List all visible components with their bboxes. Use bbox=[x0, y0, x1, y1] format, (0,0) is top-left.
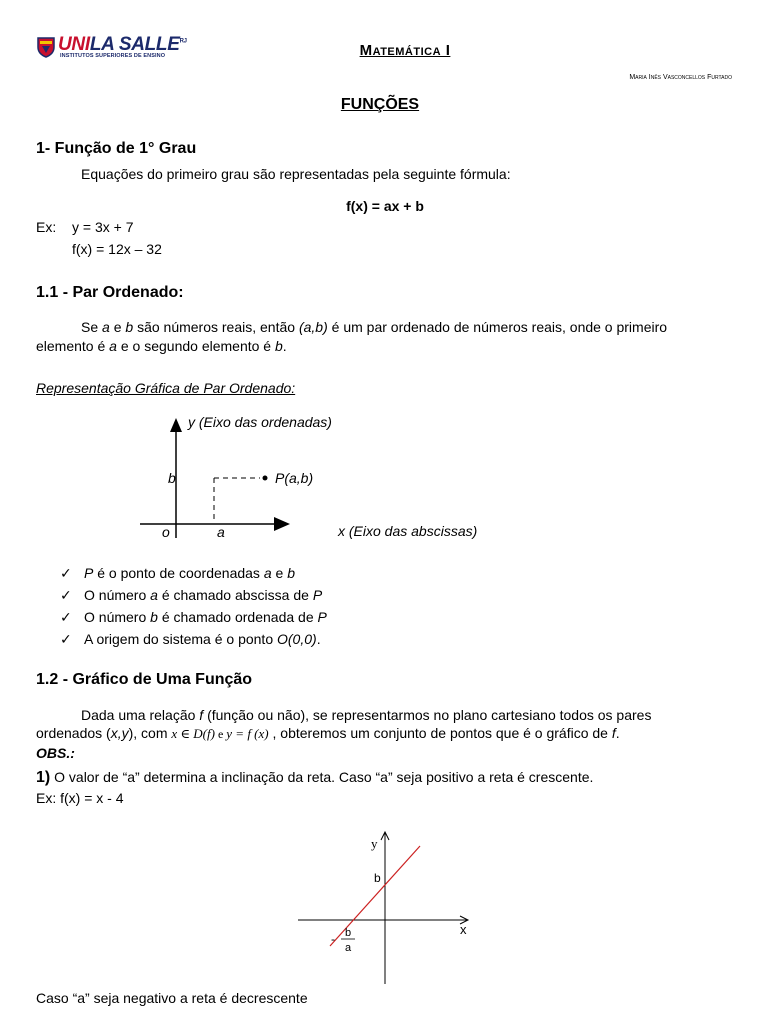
shield-icon bbox=[36, 36, 56, 58]
y-axis-label: y (Eixo das ordenadas) bbox=[188, 414, 332, 430]
domain-expression: x ∈ D(f) bbox=[171, 726, 215, 741]
logo-tagline: INSTITUTOS SUPERIORES DE ENSINO bbox=[60, 53, 166, 59]
a-label: a bbox=[217, 524, 225, 540]
graph-b-label: b bbox=[374, 871, 381, 885]
list-item: ✓ P é o ponto de coordenadas a e b bbox=[60, 562, 327, 584]
ordered-pair-diagram bbox=[130, 410, 530, 545]
checkmark-icon: ✓ bbox=[60, 565, 72, 581]
logo-uni-text: UNI bbox=[58, 34, 90, 55]
ordered-pair-bullets bbox=[60, 562, 327, 650]
par-ordenado-line-2: elemento é a e o segundo elemento é b. bbox=[36, 338, 287, 354]
list-item: ✓ O número b é chamado ordenada de P bbox=[60, 606, 327, 628]
example-label: Ex: bbox=[36, 219, 57, 235]
graph-caption: Representação Gráfica de Par Ordenado: bbox=[36, 380, 296, 396]
graph-x-label: x bbox=[460, 922, 467, 937]
list-item: ✓ A origem do sistema é o ponto O(0,0). bbox=[60, 628, 327, 650]
grafico-line-2: ordenados (x,y), com x ∈ D(f) e y = f (x) , obteremos um conjunto de pontos que é o gráfico de f. bbox=[36, 725, 620, 741]
y-axis-arrow bbox=[170, 418, 182, 432]
b-label: b bbox=[168, 470, 176, 486]
point-label: P(a,b) bbox=[275, 470, 314, 486]
graph-y-label: y bbox=[371, 836, 378, 851]
section-1-1-heading: 1.1 - Par Ordenado: bbox=[36, 284, 184, 301]
par-ordenado-line-1: Se a e b são números reais, então (a,b) é um par ordenado de números reais, onde o primeiro bbox=[81, 319, 668, 335]
root-minus-sign: - bbox=[331, 932, 335, 946]
x-axis-arrow bbox=[274, 517, 290, 531]
section-1-2-heading: 1.2 - Gráfico de Uma Função bbox=[36, 671, 253, 688]
negative-case-text: Caso “a” seja negativo a reta é decrescente bbox=[36, 990, 308, 1006]
logo-lasalle-text: LA SALLE bbox=[89, 34, 180, 55]
function-line bbox=[330, 846, 420, 946]
list-item: ✓ O número a é chamado abscissa de P bbox=[60, 584, 327, 606]
checkmark-icon: ✓ bbox=[60, 631, 72, 647]
function-expression: y = f (x) bbox=[226, 726, 269, 741]
section-1-intro: Equações do primeiro grau são representadas pela seguinte fórmula: bbox=[81, 166, 511, 182]
section-1-heading: 1- Função de 1° Grau bbox=[36, 140, 197, 157]
obs-item-1: 1) O valor de “a” determina a inclinação da reta. Caso “a” seja positivo a reta é crescente. bbox=[36, 769, 594, 786]
linear-formula: f(x) = ax + b bbox=[346, 198, 424, 214]
checkmark-icon: ✓ bbox=[60, 587, 72, 603]
root-numerator: b bbox=[345, 927, 352, 939]
logo-suffix: RJ bbox=[179, 38, 187, 45]
x-axis-label: x (Eixo das abscissas) bbox=[338, 523, 478, 539]
obs-label: OBS.: bbox=[36, 745, 75, 761]
origin-label: o bbox=[162, 524, 170, 540]
author-name: Maria Inês Vasconcellos Furtado bbox=[629, 74, 732, 81]
linear-function-graph bbox=[290, 828, 480, 988]
point-p bbox=[263, 476, 268, 481]
example-2: f(x) = 12x – 32 bbox=[72, 241, 162, 257]
obs-example: Ex: f(x) = x - 4 bbox=[36, 790, 124, 806]
grafico-line-1: Dada uma relação f (função ou não), se representarmos no plano cartesiano todos os pares bbox=[81, 707, 652, 723]
course-title: Matemática I bbox=[359, 42, 451, 59]
unilasalle-logo bbox=[36, 36, 206, 64]
example-1: y = 3x + 7 bbox=[72, 219, 134, 235]
page-title: FUNÇÕES bbox=[340, 96, 420, 113]
root-denominator: a bbox=[345, 942, 352, 954]
checkmark-icon: ✓ bbox=[60, 609, 72, 625]
